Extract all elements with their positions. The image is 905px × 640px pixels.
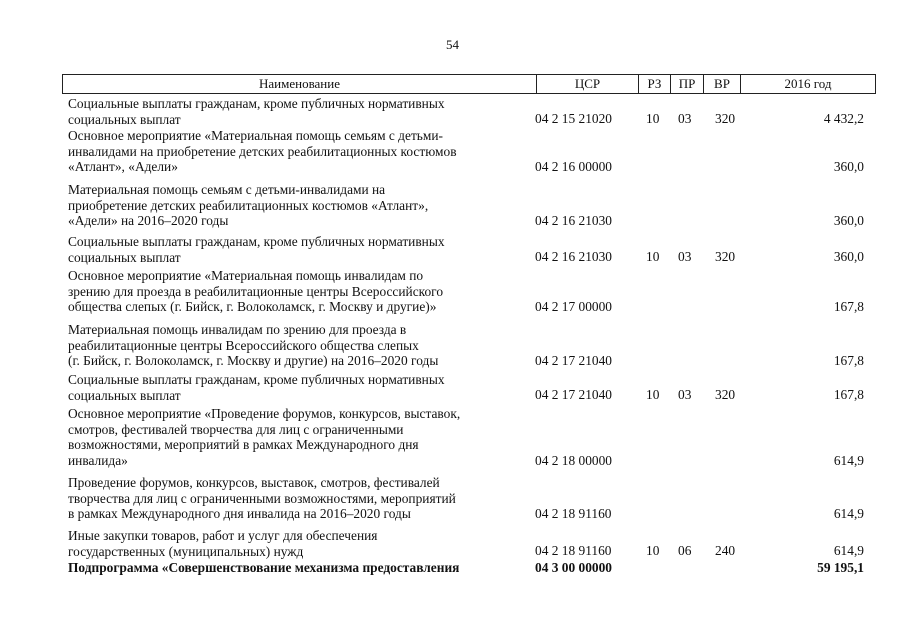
header-vr: ВР (703, 75, 740, 93)
row-pr: 03 (678, 387, 692, 403)
row-rz: 10 (646, 387, 660, 403)
row-value: 614,9 (833, 506, 864, 522)
table-row (0, 234, 905, 265)
row-csr: 04 2 15 21020 (535, 111, 612, 127)
row-value: 360,0 (833, 213, 864, 229)
table-row (0, 475, 905, 522)
row-vr: 240 (715, 543, 736, 559)
row-name: Основное мероприятие «Материальная помощь инвалидам по зрению для проезда в реабилитационные центры Всероссийского общества слепых (г. Бийск, г. Волоколамск, г. Москву и другие)» (68, 268, 444, 315)
row-csr: 04 2 18 91160 (535, 506, 612, 522)
row-vr: 320 (715, 111, 736, 127)
table-row (0, 406, 905, 469)
row-name: Подпрограмма «Совершенствование механизма предоставления (68, 560, 460, 575)
row-csr: 04 2 18 00000 (535, 453, 612, 469)
row-value: 360,0 (833, 249, 864, 265)
row-vr: 320 (715, 387, 736, 403)
row-name: Социальные выплаты гражданам, кроме публичных нормативных социальных выплат (68, 96, 445, 127)
row-rz: 10 (646, 249, 660, 265)
page-number: 54 (446, 37, 459, 52)
row-value: 59 195,1 (817, 560, 864, 576)
row-value: 167,8 (833, 299, 864, 315)
row-name: Материальная помощь семьям с детьми-инвалидами на приобретение детских реабилитационных костюмов «Атлант», «Адели» на 2016–2020 годы (68, 182, 429, 229)
row-name: Иные закупки товаров, работ и услуг для обеспечения государственных (муниципальных) нужд (68, 528, 378, 559)
row-name: Социальные выплаты гражданам, кроме публичных нормативных социальных выплат (68, 372, 445, 403)
row-name: Проведение форумов, конкурсов, выставок, смотров, фестивалей творчества для лиц с ограниченными возможностями, мероприятий в рамках Международного дня инвалида на 2016–2020 годы (68, 475, 456, 522)
table-row (0, 182, 905, 229)
row-csr: 04 2 16 21030 (535, 249, 612, 265)
header-name: Наименование (259, 76, 340, 91)
row-value: 614,9 (833, 543, 864, 559)
row-value: 614,9 (833, 453, 864, 469)
row-csr: 04 2 18 91160 (535, 543, 612, 559)
table-row (0, 560, 905, 576)
table-row (0, 372, 905, 403)
row-csr: 04 2 17 00000 (535, 299, 612, 315)
row-value: 4 432,2 (823, 111, 864, 127)
row-name: Основное мероприятие «Материальная помощь семьям с детьми- инвалидами на приобретение детских реабилитационных костюмов «Атлант», «Адели» (68, 128, 457, 175)
row-csr: 04 2 16 00000 (535, 159, 612, 175)
row-vr: 320 (715, 249, 736, 265)
table-row (0, 128, 905, 175)
table-row (0, 268, 905, 315)
row-csr: 04 3 00 00000 (535, 560, 612, 576)
header-year: 2016 год (740, 75, 875, 93)
row-rz: 10 (646, 543, 660, 559)
row-pr: 03 (678, 111, 692, 127)
row-value: 167,8 (833, 353, 864, 369)
row-value: 360,0 (833, 159, 864, 175)
row-name: Основное мероприятие «Проведение форумов, конкурсов, выставок, смотров, фестивалей творчества для лиц с ограниченными возможностями, мероприятий в рамках Международного дня инвалида» (68, 406, 461, 468)
header-rz: РЗ (638, 75, 670, 93)
row-name: Социальные выплаты гражданам, кроме публичных нормативных социальных выплат (68, 234, 445, 265)
row-csr: 04 2 17 21040 (535, 387, 612, 403)
header-pr: ПР (670, 75, 703, 93)
row-pr: 03 (678, 249, 692, 265)
row-name: Материальная помощь инвалидам по зрению для проезда в реабилитационные центры Всероссийского общества слепых (г. Бийск, г. Волоколамск, г. Москву и другие) на 2016–2020 годы (68, 322, 439, 369)
row-pr: 06 (678, 543, 692, 559)
row-csr: 04 2 17 21040 (535, 353, 612, 369)
row-rz: 10 (646, 111, 660, 127)
row-csr: 04 2 16 21030 (535, 213, 612, 229)
table-row (0, 528, 905, 559)
header-csr: ЦСР (536, 75, 638, 93)
table-row (0, 96, 905, 127)
row-value: 167,8 (833, 387, 864, 403)
table-row (0, 322, 905, 369)
